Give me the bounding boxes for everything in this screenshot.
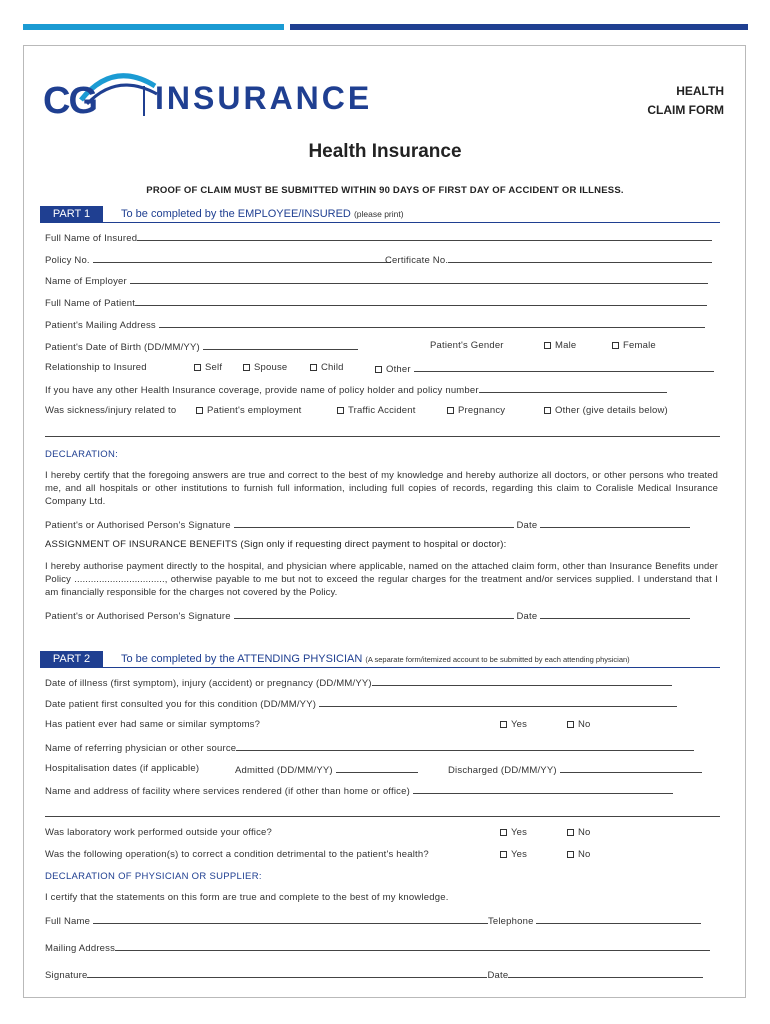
input-line[interactable]: [137, 231, 712, 241]
details-line[interactable]: [45, 436, 720, 437]
input-line[interactable]: [508, 968, 703, 978]
label-relationship: Relationship to Insured: [45, 362, 147, 373]
label-yes: Yes: [511, 719, 528, 730]
input-line[interactable]: [536, 914, 701, 924]
facility-line[interactable]: [45, 816, 720, 817]
field-dob[interactable]: [45, 340, 358, 353]
input-line[interactable]: [234, 518, 514, 528]
label-signature: Signature: [45, 970, 88, 981]
label-other-details: Other (give details below): [555, 405, 668, 416]
field-declaration-signature[interactable]: [45, 518, 690, 531]
part1-title: [121, 206, 404, 222]
field-name-employer[interactable]: [45, 274, 708, 287]
field-admitted[interactable]: [235, 763, 418, 776]
physician-declaration-heading: DECLARATION OF PHYSICIAN OR SUPPLIER:: [45, 871, 262, 882]
label-child: Child: [321, 362, 344, 373]
input-line[interactable]: [479, 383, 667, 393]
input-line[interactable]: [414, 362, 714, 372]
field-other-coverage[interactable]: [45, 383, 667, 396]
checkbox-square-icon[interactable]: [567, 721, 574, 728]
declaration-text: I hereby certify that the foregoing answers are true and correct to the best of my knowledge and hereby authorize all doctors, or other persons who treated me, and all hospitals or other institutions to furnish full information, including full copies of records, regarding this claim to Coralisle Medical Insurance Company Ltd.: [45, 470, 718, 507]
checkbox-other-details[interactable]: [544, 405, 668, 416]
input-line[interactable]: [135, 296, 707, 306]
label-declaration-signature: Patient's or Authorised Person's Signature: [45, 520, 231, 531]
checkbox-square-icon[interactable]: [447, 407, 454, 414]
input-line[interactable]: [540, 609, 690, 619]
field-facility[interactable]: [45, 784, 673, 797]
label-declaration-date: Date: [516, 520, 538, 531]
form-title-line1: HEALTH: [676, 84, 724, 98]
label-discharged: Discharged (DD/MM/YY): [448, 765, 557, 776]
label-full-name-patient: Full Name of Patient: [45, 298, 136, 309]
checkbox-traffic[interactable]: [337, 405, 416, 416]
checkbox-operation-yes[interactable]: [500, 849, 527, 860]
top-accent-bar-cyan: [23, 24, 284, 30]
checkbox-square-icon[interactable]: [310, 364, 317, 371]
company-logo: [43, 66, 383, 126]
field-policy-no[interactable]: [45, 253, 391, 266]
input-line[interactable]: [159, 318, 705, 328]
label-other-coverage: If you have any other Health Insurance coverage, provide name of policy holder and policy number: [45, 385, 479, 396]
label-date-consulted: Date patient first consulted you for this condition (DD/MM/YY): [45, 699, 317, 710]
label-yes: Yes: [511, 849, 528, 860]
assignment-text: I hereby authorise payment directly to the hospital, and physician where applicable, named on the attached claim form, other than Insurance Benefits under Policy ................................., otherwise payable to me but not to exceed the regular charges for the treatment and/or services supplied. I understand that I am financially responsible for the charges not covered by the Policy.: [45, 561, 718, 598]
input-line[interactable]: [234, 609, 514, 619]
assignment-heading: ASSIGNMENT OF INSURANCE BENEFITS (Sign only if requesting direct payment to hospital or doctor):: [45, 539, 507, 550]
label-mailing: Mailing Address: [45, 943, 116, 954]
part2-title-text: To be completed by the ATTENDING PHYSICIAN: [121, 653, 363, 665]
checkbox-female[interactable]: [612, 340, 656, 351]
part1-rule: [40, 222, 720, 223]
label-pregnancy: Pregnancy: [458, 405, 506, 416]
part2-title: [121, 651, 630, 668]
field-mailing-address[interactable]: [45, 318, 705, 331]
top-accent-bar-navy: [290, 24, 748, 30]
label-dob: Patient's Date of Birth (DD/MM/YY): [45, 342, 200, 353]
label-traffic: Traffic Accident: [348, 405, 416, 416]
label-full-name-insured: Full Name of Insured: [45, 233, 138, 244]
checkbox-square-icon[interactable]: [567, 851, 574, 858]
checkbox-spouse[interactable]: [243, 362, 287, 373]
label-facility: Name and address of facility where services rendered (if other than home or office): [45, 786, 410, 797]
field-full-name-patient[interactable]: [45, 296, 707, 309]
part1-note: (please print): [353, 209, 404, 219]
input-line[interactable]: [203, 340, 358, 350]
label-mailing-address: Patient's Mailing Address: [45, 320, 156, 331]
label-date: Date: [487, 970, 509, 981]
label-telephone: Telephone: [487, 916, 534, 927]
checkbox-male[interactable]: [544, 340, 576, 351]
label-related-to: Was sickness/injury related to: [45, 405, 177, 416]
logo-cg-text: CG: [43, 80, 96, 122]
checkbox-operation-no[interactable]: [567, 849, 591, 860]
checkbox-other[interactable]: [375, 362, 714, 375]
part2-note: (A separate form/itemized account to be submitted by each attending physician): [365, 655, 630, 664]
input-line[interactable]: [93, 253, 391, 263]
logo-separator: [143, 86, 145, 116]
field-date-consulted[interactable]: [45, 697, 677, 710]
checkbox-square-icon[interactable]: [500, 851, 507, 858]
submission-notice: PROOF OF CLAIM MUST BE SUBMITTED WITHIN 90 DAYS OF FIRST DAY OF ACCIDENT OR ILLNESS.: [146, 185, 624, 196]
field-discharged[interactable]: [448, 763, 702, 776]
part1-title-text: To be completed by the EMPLOYEE/INSURED: [121, 208, 351, 220]
label-no: No: [578, 827, 591, 838]
label-female: Female: [623, 340, 656, 351]
declaration-heading: DECLARATION:: [45, 449, 119, 460]
label-male: Male: [555, 340, 577, 351]
input-line[interactable]: [93, 914, 488, 924]
label-operation: Was the following operation(s) to correct a condition detrimental to the patient's health?: [45, 849, 429, 860]
label-assignment-date: Date: [516, 611, 538, 622]
checkbox-pregnancy[interactable]: [447, 405, 505, 416]
part1-badge: PART 1: [40, 206, 103, 222]
label-no: No: [578, 849, 591, 860]
input-line[interactable]: [540, 518, 690, 528]
label-certificate-no: Certificate No.: [385, 255, 449, 266]
checkbox-square-icon[interactable]: [500, 829, 507, 836]
checkbox-self[interactable]: [194, 362, 222, 373]
input-line[interactable]: [413, 784, 673, 794]
label-referring: Name of referring physician or other source: [45, 743, 237, 754]
checkbox-child[interactable]: [310, 362, 344, 373]
label-spouse: Spouse: [254, 362, 288, 373]
input-line[interactable]: [336, 763, 418, 773]
checkbox-symptoms-yes[interactable]: [500, 719, 527, 730]
checkbox-square-icon[interactable]: [567, 829, 574, 836]
label-employment: Patient's employment: [207, 405, 302, 416]
page-title: Health Insurance: [308, 141, 462, 162]
physician-certify-text: I certify that the statements on this form are true and complete to the best of my knowledge.: [45, 892, 449, 903]
checkbox-lab-no[interactable]: [567, 827, 591, 838]
input-line[interactable]: [130, 274, 708, 284]
checkbox-square-icon[interactable]: [544, 407, 551, 414]
label-yes: Yes: [511, 827, 528, 838]
field-physician-name[interactable]: [45, 914, 701, 927]
field-full-name-insured[interactable]: [45, 231, 712, 244]
field-assignment-signature[interactable]: [45, 609, 690, 622]
label-no: No: [578, 719, 591, 730]
label-hospitalisation: Hospitalisation dates (if applicable): [45, 763, 200, 774]
label-other: Other: [386, 364, 411, 375]
checkbox-square-icon[interactable]: [375, 366, 382, 373]
label-date-illness: Date of illness (first symptom), injury (accident) or pregnancy (DD/MM/YY): [45, 678, 372, 689]
label-similar-symptoms: Has patient ever had same or similar symptoms?: [45, 719, 261, 730]
checkbox-employment[interactable]: [196, 405, 302, 416]
checkbox-square-icon[interactable]: [194, 364, 201, 371]
input-line[interactable]: [560, 763, 702, 773]
field-referring[interactable]: [45, 741, 694, 754]
checkbox-symptoms-no[interactable]: [567, 719, 591, 730]
input-line[interactable]: [448, 253, 712, 263]
checkbox-square-icon[interactable]: [243, 364, 250, 371]
logo-brand-text: INSURANCE: [155, 80, 373, 116]
label-lab-work: Was laboratory work performed outside your office?: [45, 827, 273, 838]
input-line[interactable]: [372, 676, 672, 686]
label-self: Self: [205, 362, 223, 373]
label-policy-no: Policy No.: [45, 255, 90, 266]
checkbox-square-icon[interactable]: [337, 407, 344, 414]
label-admitted: Admitted (DD/MM/YY): [235, 765, 333, 776]
checkbox-lab-yes[interactable]: [500, 827, 527, 838]
field-certificate-no[interactable]: [385, 253, 712, 266]
field-physician-mailing[interactable]: [45, 941, 710, 954]
input-line[interactable]: [236, 741, 694, 751]
label-assignment-signature: Patient's or Authorised Person's Signature: [45, 611, 231, 622]
input-line[interactable]: [319, 697, 677, 707]
input-line[interactable]: [115, 941, 710, 951]
input-line[interactable]: [87, 968, 487, 978]
label-gender: Patient's Gender: [430, 340, 504, 351]
form-title-line2: CLAIM FORM: [647, 103, 724, 117]
form-title: [647, 82, 724, 120]
label-name-employer: Name of Employer: [45, 276, 127, 287]
checkbox-square-icon[interactable]: [500, 721, 507, 728]
label-full-name: Full Name: [45, 916, 91, 927]
part2-badge: PART 2: [40, 651, 103, 667]
field-date-illness[interactable]: [45, 676, 672, 689]
checkbox-square-icon[interactable]: [196, 407, 203, 414]
field-physician-signature[interactable]: [45, 968, 703, 981]
checkbox-square-icon[interactable]: [612, 342, 619, 349]
checkbox-square-icon[interactable]: [544, 342, 551, 349]
part2-rule: [40, 667, 720, 668]
